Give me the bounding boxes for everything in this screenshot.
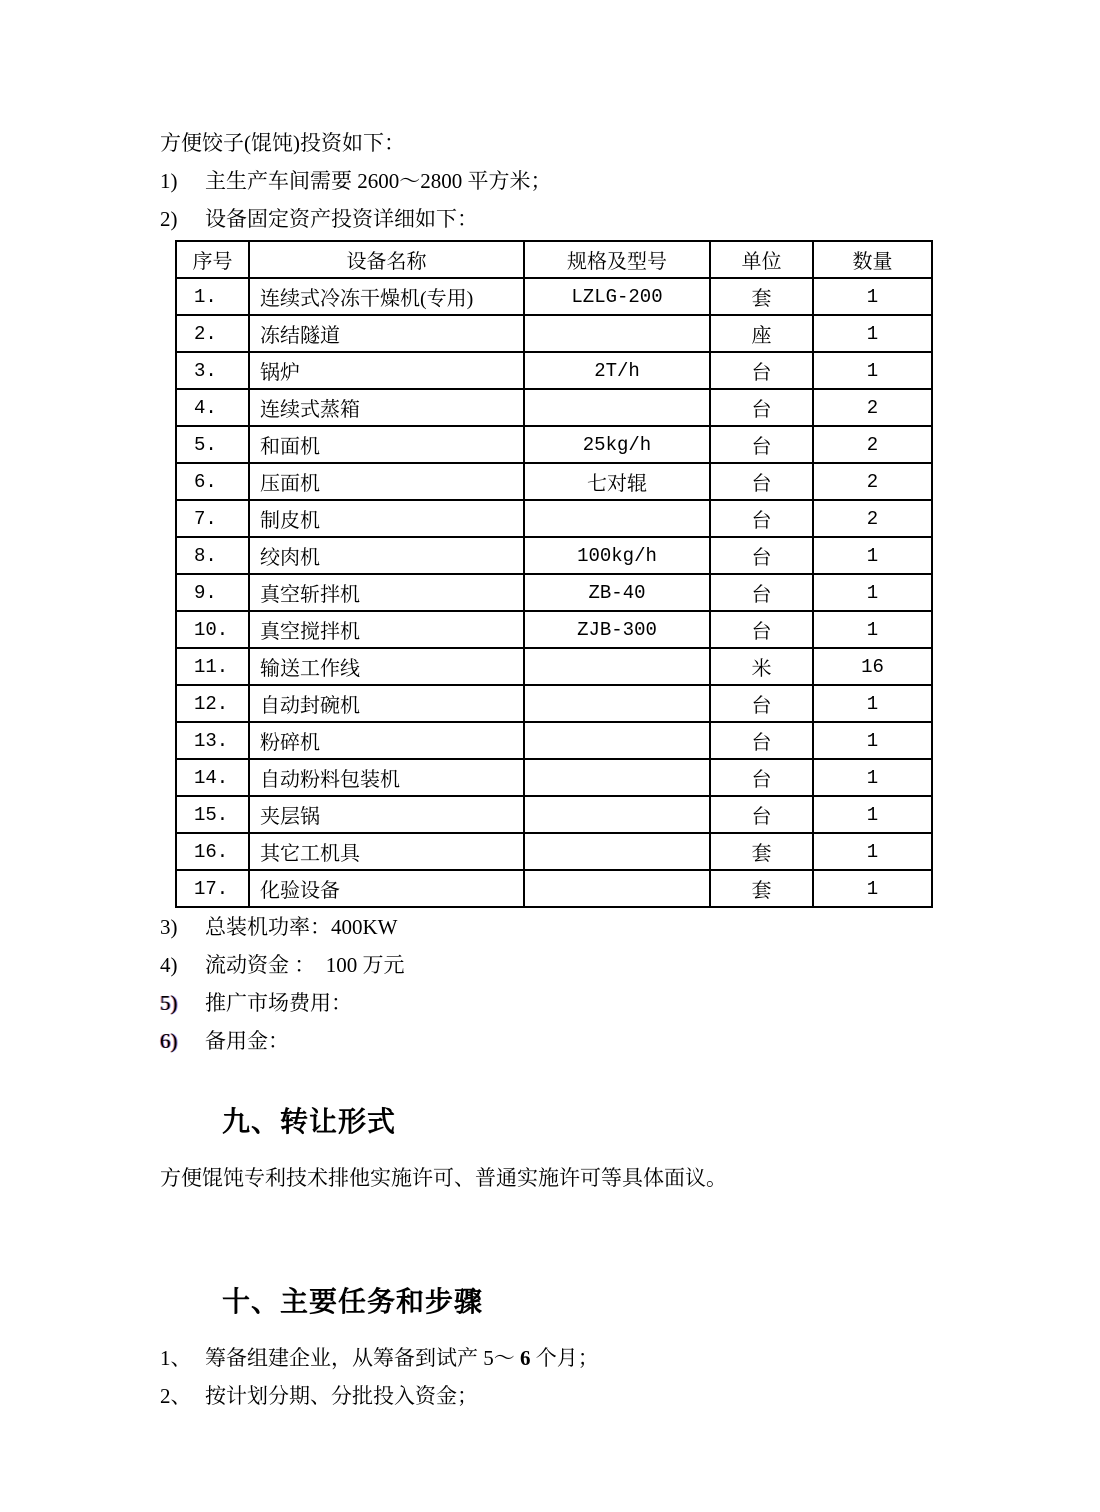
table-cell <box>524 389 710 426</box>
table-cell: 16. <box>176 833 249 870</box>
table-cell: 2 <box>813 463 932 500</box>
table-cell: 15. <box>176 796 249 833</box>
table-cell: ZB-40 <box>524 574 710 611</box>
table-cell: 真空搅拌机 <box>249 611 524 648</box>
table-cell: ZJB-300 <box>524 611 710 648</box>
table-cell: 7. <box>176 500 249 537</box>
task-item <box>160 1384 1040 1408</box>
table-cell: 连续式冷冻干燥机(专用) <box>249 278 524 315</box>
table-row <box>176 722 932 759</box>
numbered-list-bottom <box>160 915 1040 1053</box>
table-cell: 1 <box>813 759 932 796</box>
table-cell: 8. <box>176 537 249 574</box>
table-cell <box>524 315 710 352</box>
table-cell: 1 <box>813 870 932 907</box>
list-item-number: 6) <box>160 1029 178 1053</box>
table-header-cell: 数量 <box>813 241 932 278</box>
table-cell: 1 <box>813 315 932 352</box>
task-item-text-pre: 筹备组建企业，从筹备到试产 5～ <box>205 1346 520 1370</box>
table-cell: 11. <box>176 648 249 685</box>
section-10-heading: 十、主要任务和步骤 <box>222 1286 484 1317</box>
list-item-number: 2) <box>160 207 178 231</box>
table-cell: 化验设备 <box>249 870 524 907</box>
table-cell <box>524 833 710 870</box>
table-cell: 夹层锅 <box>249 796 524 833</box>
table-header-cell: 单位 <box>710 241 813 278</box>
table-cell <box>524 685 710 722</box>
list-item-text: 流动资金 ： 100 万元 <box>205 953 405 977</box>
table-row <box>176 611 932 648</box>
table-cell: 台 <box>710 574 813 611</box>
table-cell: 1 <box>813 611 932 648</box>
task-item <box>160 1346 1040 1370</box>
table-cell: 10. <box>176 611 249 648</box>
table-cell: 台 <box>710 426 813 463</box>
table-cell: 台 <box>710 685 813 722</box>
table-cell: 台 <box>710 796 813 833</box>
table-cell: 4. <box>176 389 249 426</box>
list-item-text: 主生产车间需要 2600～2800 平方米； <box>205 169 552 193</box>
table-cell: 七对辊 <box>524 463 710 500</box>
intro-line: 方便饺子(馄饨)投资如下： <box>160 131 405 155</box>
table-cell: 台 <box>710 611 813 648</box>
table-cell: 1 <box>813 574 932 611</box>
list-item-text: 设备固定资产投资详细如下： <box>205 207 478 231</box>
list-item <box>160 915 1040 939</box>
task-item-text-pre: 按计划分期、分批投入资金； <box>205 1384 478 1408</box>
list-item-number: 4) <box>160 953 178 977</box>
table-cell <box>524 759 710 796</box>
table-cell: 台 <box>710 537 813 574</box>
list-item <box>160 991 1040 1015</box>
table-cell: 台 <box>710 500 813 537</box>
table-cell: 套 <box>710 870 813 907</box>
table-cell <box>524 796 710 833</box>
table-header-cell: 设备名称 <box>249 241 524 278</box>
table-cell: LZLG-200 <box>524 278 710 315</box>
list-item <box>160 953 1040 977</box>
table-row <box>176 463 932 500</box>
table-row <box>176 796 932 833</box>
list-item <box>160 207 1040 231</box>
section-9-paragraph: 方便馄饨专利技术排他实施许可、普通实施许可等具体面议。 <box>160 1166 727 1190</box>
table-row <box>176 278 932 315</box>
task-item-number: 2、 <box>160 1384 192 1408</box>
table-cell: 套 <box>710 833 813 870</box>
table-cell: 2 <box>813 500 932 537</box>
table-cell: 2 <box>813 389 932 426</box>
table-row <box>176 537 932 574</box>
table-row <box>176 389 932 426</box>
list-item-text: 总装机功率：400KW <box>205 915 398 939</box>
table-row <box>176 833 932 870</box>
list-item-text: 推广市场费用： <box>205 991 352 1015</box>
table-cell: 台 <box>710 389 813 426</box>
table-cell: 制皮机 <box>249 500 524 537</box>
table-cell: 自动粉料包装机 <box>249 759 524 796</box>
list-item <box>160 1029 1040 1053</box>
table-cell: 1 <box>813 796 932 833</box>
section-9-heading: 九、转让形式 <box>222 1106 397 1137</box>
table-cell: 2 <box>813 426 932 463</box>
task-item-text-bold: 6 <box>520 1346 531 1370</box>
table-cell: 1 <box>813 833 932 870</box>
table-cell: 1. <box>176 278 249 315</box>
table-cell: 17. <box>176 870 249 907</box>
list-item-number: 3) <box>160 915 178 939</box>
equipment-table <box>175 240 933 908</box>
table-cell: 9. <box>176 574 249 611</box>
numbered-list-top <box>160 169 1040 231</box>
table-cell: 1 <box>813 278 932 315</box>
task-item-text-post: 个月； <box>530 1346 599 1370</box>
table-cell: 3. <box>176 352 249 389</box>
table-row <box>176 426 932 463</box>
table-cell: 16 <box>813 648 932 685</box>
table-cell: 台 <box>710 722 813 759</box>
table-header-cell: 规格及型号 <box>524 241 710 278</box>
table-cell: 压面机 <box>249 463 524 500</box>
table-cell: 套 <box>710 278 813 315</box>
task-item-text <box>205 1346 599 1370</box>
task-list <box>160 1346 1040 1408</box>
table-cell: 2. <box>176 315 249 352</box>
table-row <box>176 500 932 537</box>
list-item <box>160 169 1040 193</box>
table-row <box>176 870 932 907</box>
table-cell <box>524 722 710 759</box>
table-cell: 台 <box>710 352 813 389</box>
table-row <box>176 685 932 722</box>
table-cell: 座 <box>710 315 813 352</box>
table-cell: 12. <box>176 685 249 722</box>
table-row <box>176 574 932 611</box>
table-row <box>176 759 932 796</box>
table-cell: 1 <box>813 722 932 759</box>
table-cell: 自动封碗机 <box>249 685 524 722</box>
table-cell: 连续式蒸箱 <box>249 389 524 426</box>
table-cell <box>524 500 710 537</box>
table-cell: 25kg/h <box>524 426 710 463</box>
table-cell: 粉碎机 <box>249 722 524 759</box>
table-cell: 其它工机具 <box>249 833 524 870</box>
table-cell: 14. <box>176 759 249 796</box>
table-cell: 2T/h <box>524 352 710 389</box>
table-row <box>176 315 932 352</box>
list-item-number: 1) <box>160 169 178 193</box>
table-cell: 真空斩拌机 <box>249 574 524 611</box>
table-row <box>176 648 932 685</box>
table-cell: 冻结隧道 <box>249 315 524 352</box>
task-item-number: 1、 <box>160 1346 192 1370</box>
table-header-cell: 序号 <box>176 241 249 278</box>
table-row <box>176 352 932 389</box>
table-cell: 13. <box>176 722 249 759</box>
table-header-row <box>176 241 932 278</box>
table-cell: 5. <box>176 426 249 463</box>
table-cell <box>524 648 710 685</box>
table-cell: 和面机 <box>249 426 524 463</box>
table-cell: 台 <box>710 759 813 796</box>
table-cell: 米 <box>710 648 813 685</box>
table-cell <box>524 870 710 907</box>
task-item-text <box>205 1384 478 1408</box>
table-cell: 输送工作线 <box>249 648 524 685</box>
list-item-number: 5) <box>160 991 178 1015</box>
table-cell: 1 <box>813 537 932 574</box>
list-item-text: 备用金： <box>205 1029 289 1053</box>
table-cell: 100kg/h <box>524 537 710 574</box>
table-cell: 6. <box>176 463 249 500</box>
table-cell: 锅炉 <box>249 352 524 389</box>
table-cell: 绞肉机 <box>249 537 524 574</box>
table-cell: 1 <box>813 685 932 722</box>
table-cell: 1 <box>813 352 932 389</box>
table-cell: 台 <box>710 463 813 500</box>
